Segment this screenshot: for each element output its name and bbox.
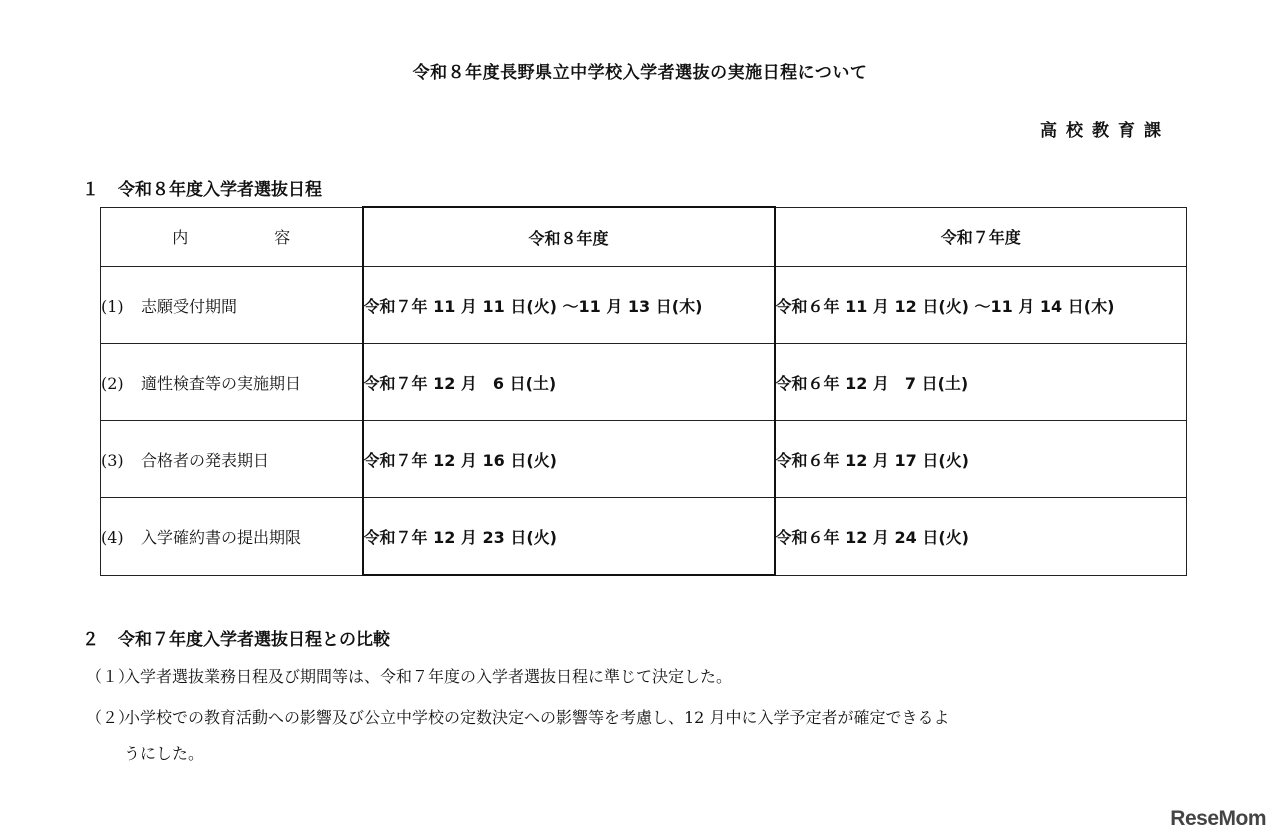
resemom-logo: ReseMom: [1170, 807, 1266, 830]
schedule-table: [100, 206, 1187, 576]
row-reiwa8-date: 令和７年 11 月 11 日(火) ～11 月 13 日(木): [363, 267, 775, 344]
row-reiwa8-date: 令和７年 12 月 23 日(火): [363, 498, 775, 576]
row-item: (2) 適性検査等の実施期日: [101, 344, 363, 421]
department-name: 高校教育課: [1040, 121, 1170, 141]
document-title: 令和８年度長野県立中学校入学者選抜の実施日程について: [412, 63, 868, 83]
row-item: (4) 入学確約書の提出期限: [101, 498, 363, 576]
row-item: (1) 志願受付期間: [101, 267, 363, 344]
row-reiwa7-date: 令和６年 11 月 12 日(火) ～11 月 14 日(木): [775, 267, 1187, 344]
row-reiwa7-date: 令和６年 12 月 24 日(火): [775, 498, 1187, 576]
comparison-paragraph-1: （１）入学者選抜業務日程及び期間等は、令和７年度の入学者選抜日程に準じて決定した。: [86, 667, 733, 686]
section-2-heading: [82, 625, 390, 650]
header-reiwa7: 令和７年度: [775, 207, 1187, 267]
comparison-paragraph-2: （２）小学校での教育活動への影響及び公立中学校の定数決定への影響等を考慮し、12 月中に入学予定者が確定できるよ: [86, 708, 950, 727]
table-row: [101, 267, 1187, 344]
table-header-row: [101, 207, 1187, 267]
header-reiwa8: 令和８年度: [363, 207, 775, 267]
table-row: [101, 344, 1187, 421]
header-item: 内 容: [101, 207, 363, 267]
table-row: [101, 421, 1187, 498]
comparison-paragraph-2-continued: うにした。: [124, 744, 205, 763]
section-number: １: [82, 180, 99, 200]
section-title: 令和７年度入学者選抜日程との比較: [118, 630, 390, 650]
row-item: (3) 合格者の発表期日: [101, 421, 363, 498]
section-number: ２: [82, 630, 99, 650]
table-row: [101, 498, 1187, 576]
section-title: 令和８年度入学者選抜日程: [118, 180, 322, 200]
section-1-heading: [82, 175, 322, 200]
row-reiwa8-date: 令和７年 12 月 16 日(火): [363, 421, 775, 498]
row-reiwa7-date: 令和６年 12 月 7 日(土): [775, 344, 1187, 421]
row-reiwa8-date: 令和７年 12 月 6 日(土): [363, 344, 775, 421]
row-reiwa7-date: 令和６年 12 月 17 日(火): [775, 421, 1187, 498]
